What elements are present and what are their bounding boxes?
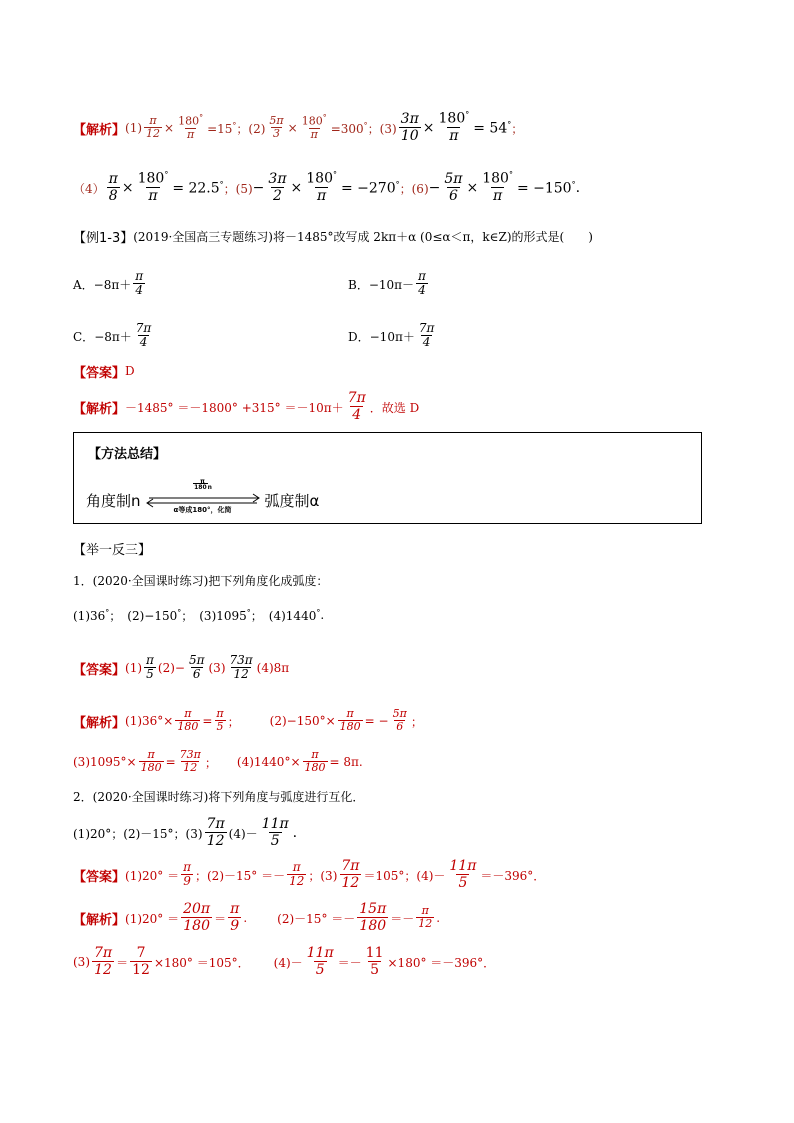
fraction: $\frac{\pi}{12}$ — [146, 114, 161, 141]
fraction: $\frac{7\pi}{4}$ — [135, 321, 152, 350]
question-1: 1．(2020·全国课时练习)把下列角度化成弧度： — [73, 573, 329, 588]
option-b: B． −10π－ $\frac{\pi}{4}$ — [348, 269, 426, 298]
answer-tag: 【答案】 — [73, 869, 126, 885]
question-1-items: (1)36° ； (2)−150° ； (3)1095° ； (4)1440° . — [73, 607, 325, 623]
fraction: $\frac{180^\circ}{\pi}$ — [482, 170, 513, 205]
fraction: $\frac{5\pi}{6}$ — [188, 653, 205, 682]
fraction: $\frac{7}{12}$ — [132, 944, 150, 979]
fraction: $\frac{180^\circ}{\pi}$ — [306, 170, 337, 205]
fraction: $\frac{\pi}{180}$ — [140, 748, 162, 775]
option-d: D． −10π＋ $\frac{7\pi}{4}$ — [348, 321, 435, 350]
fraction: $\frac{\pi}{12}$ — [418, 904, 433, 931]
answer-1: 【答案】 D — [73, 361, 135, 381]
question-2-items: (1)20°；(2)－15°；(3) $\frac{7\pi}{12}$ (4)－ $\frac{11\pi}{5}$ . — [73, 815, 298, 850]
analysis-row-2: （4） $\frac{\pi}{8}$ × $\frac{180^\circ}{\pi}$ = 22.5° ；(5) − $\frac{3\pi}{2}$ × $\frac{180^\circ}{\pi}$ = −270° ；(6) − $\frac{5\pi}{6}$ × $\frac{180^\circ}{\pi}$ = −150° . — [73, 170, 581, 205]
fraction: $\frac{5\pi}{6}$ — [444, 170, 463, 205]
section-title: 【举一反三】 — [73, 542, 152, 558]
analysis-tag: 【解析】 — [73, 715, 126, 731]
example-question: (2019·全国高三专题练习)将－1485°改写成 2kπ＋α (0≤α＜π，k∈Z)的形式是( ) — [133, 229, 593, 244]
fraction: $\frac{\pi}{180}$ — [339, 707, 361, 734]
fraction: $\frac{\pi}{180}$ — [304, 748, 326, 775]
fraction: $\frac{3\pi}{10}$ — [400, 110, 419, 145]
answer-tag: 【答案】 — [73, 662, 126, 678]
degree-label: 角度制n — [86, 491, 141, 510]
fraction: $\frac{73\pi}{12}$ — [229, 653, 253, 682]
analysis-3-row-2: (3) $\frac{7\pi}{12}$ ＝ $\frac{7}{12}$ ×180° ＝105°． (4)－ $\frac{11\pi}{5}$ ＝－ $\frac{11}{5}$ ×180° ＝－396°． — [73, 944, 496, 979]
fraction: $\frac{\pi}{4}$ — [418, 269, 426, 298]
analysis-1: 【解析】 －1485° ＝－1800° +315° ＝－10π＋ $\frac{7\pi}{4}$ ．故选 D — [73, 389, 420, 424]
fraction: $\frac{11\pi}{5}$ — [261, 815, 289, 850]
fraction: $\frac{180^\circ}{\pi}$ — [178, 113, 204, 142]
fraction: $\frac{5\pi}{3}$ — [269, 114, 284, 141]
example-tag: 【例1-3】 — [73, 230, 134, 246]
fraction: $\frac{11}{5}$ — [365, 944, 384, 979]
fraction: $\frac{180^\circ}{\pi}$ — [438, 110, 470, 145]
fraction: $\frac{\pi}{12}$ — [289, 860, 305, 889]
fraction: $\frac{\pi}{180}$ — [177, 707, 199, 734]
fraction: $\frac{\pi}{9}$ — [183, 860, 191, 889]
method-title: 【方法总结】 — [88, 447, 167, 462]
fraction: $\frac{73\pi}{12}$ — [179, 748, 201, 775]
fraction: $\frac{\pi}{5}$ — [146, 653, 154, 682]
radian-label: 弧度制α — [264, 491, 320, 510]
fraction: $\frac{11\pi}{5}$ — [449, 857, 477, 892]
fraction: $\frac{\pi}{4}$ — [135, 269, 144, 298]
fraction: $\frac{5\pi}{6}$ — [392, 707, 407, 734]
example-1-3 — [73, 226, 593, 246]
fraction: $\frac{180^\circ}{\pi}$ — [301, 113, 327, 142]
analysis-tag: 【解析】 — [73, 401, 126, 417]
fraction: $\frac{7\pi}{12}$ — [341, 857, 360, 892]
answer-2: 【答案】 (1) $\frac{\pi}{5}$ (2)− $\frac{5\pi}{6}$ (3) $\frac{73\pi}{12}$ (4)8π — [73, 653, 290, 682]
fraction: $\frac{\pi}{5}$ — [216, 707, 224, 734]
fraction: $\frac{15\pi}{180}$ — [359, 900, 387, 935]
option-a: A． −8π＋ $\frac{\pi}{4}$ — [73, 269, 144, 298]
fraction: $\frac{\pi}{8}$ — [108, 170, 118, 205]
analysis-2-row-2: (3)1095°× $\frac{\pi}{180}$ = $\frac{73\pi}{12}$ ； (4)1440°× $\frac{\pi}{180}$ = 8π . — [73, 748, 363, 775]
conversion-arrows: π 180n α等成180°，化简 — [143, 483, 263, 517]
analysis-2-row-1: 【解析】 (1)36°× $\frac{\pi}{180}$ = $\frac{\pi}{5}$ ； (2)−150°× $\frac{\pi}{180}$ = − $\frac{5\pi}{6}$ ； — [73, 707, 423, 734]
analysis-tag: 【解析】 — [73, 912, 126, 928]
fraction: $\frac{7\pi}{12}$ — [94, 944, 113, 979]
fraction: $\frac{20\pi}{180}$ — [183, 900, 211, 935]
analysis-tag: 【解析】 — [73, 122, 126, 138]
fraction: $\frac{7\pi}{4}$ — [418, 321, 435, 350]
analysis-3-row-1: 【解析】 (1)20° ＝ $\frac{20\pi}{180}$ ＝ $\frac{\pi}{9}$ . (2)－15° ＝－ $\frac{15\pi}{180}$ ＝－ $\frac{\pi}{12}$ . — [73, 900, 441, 935]
analysis-row-1: 【解析】 (1) $\frac{\pi}{12}$ × $\frac{180^\circ}{\pi}$ =15° ；(2) $\frac{5\pi}{3}$ × $\frac{180^\circ}{\pi}$ =300° ；(3) $\frac{3\pi}{10}$ × $\frac{180^\circ}{\pi}$ = 54° ； — [73, 110, 524, 145]
answer-tag: 【答案】 — [73, 365, 126, 381]
fraction: $\frac{180^\circ}{\pi}$ — [137, 170, 169, 205]
fraction: $\frac{\pi}{9}$ — [230, 900, 240, 935]
fraction: $\frac{11\pi}{5}$ — [306, 944, 334, 979]
question-2: 2．(2020·全国课时练习)将下列角度与弧度进行互化． — [73, 789, 365, 804]
fraction: $\frac{7\pi}{4}$ — [347, 389, 366, 424]
fraction: $\frac{7\pi}{12}$ — [206, 815, 225, 850]
answer-3: 【答案】 (1)20° ＝ $\frac{\pi}{9}$ ；(2)－15° ＝－ $\frac{\pi}{12}$ ；(3) $\frac{7\pi}{12}$ ＝105° ；(4)－ $\frac{11\pi}{5}$ ＝－396°． — [73, 857, 546, 892]
option-c: C． −8π＋ $\frac{7\pi}{4}$ — [73, 321, 152, 350]
conversion-diagram — [86, 478, 320, 517]
method-summary-box — [73, 432, 702, 524]
fraction: $\frac{3\pi}{2}$ — [268, 170, 287, 205]
